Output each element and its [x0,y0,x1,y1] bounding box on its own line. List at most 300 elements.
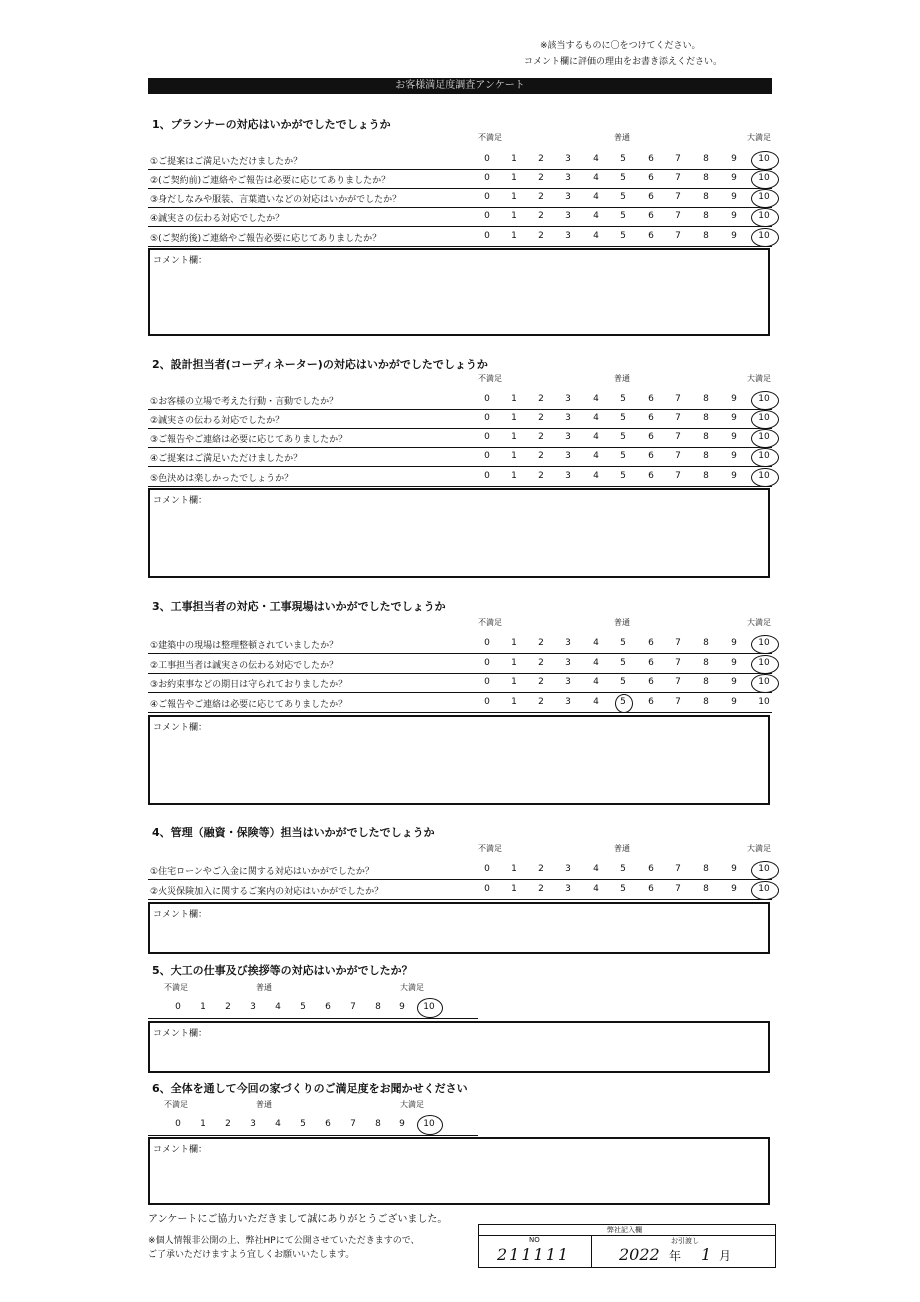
rating-option-8[interactable]: 8 [703,471,709,481]
comment-label: コメント欄： [153,910,208,920]
rating-option-6[interactable]: 6 [648,154,654,164]
selected-rating-circle [751,429,779,448]
rating-option-9[interactable]: 9 [731,192,737,202]
rating-option-9[interactable]: 9 [731,884,737,894]
rating-option-7[interactable]: 7 [675,231,681,241]
privacy-note-2: ご了承いただけますよう宜しくお願いいたします。 [148,1250,355,1260]
rating-option-6[interactable]: 6 [648,697,654,707]
rating-option-8[interactable]: 8 [703,192,709,202]
rating-option-1[interactable]: 1 [511,451,517,461]
selected-rating-circle [751,410,779,429]
rating-option-8[interactable]: 8 [703,173,709,183]
rating-option-6[interactable]: 6 [648,471,654,481]
question-row [148,169,772,189]
selected-rating-circle [417,998,443,1018]
rating-option-7[interactable]: 7 [675,394,681,404]
selected-rating-circle [751,448,779,467]
office-label: 弊社記入欄 [607,1226,642,1234]
selected-rating-circle [751,468,779,487]
rating-option-0[interactable]: 0 [484,211,490,221]
rating-option-1[interactable]: 1 [511,413,517,423]
question-text: ⑤色決めは楽しかったでしょうか？ [150,474,294,484]
rating-option-6[interactable]: 6 [648,231,654,241]
rating-option-9[interactable]: 9 [731,451,737,461]
question-row [148,207,772,227]
rating-option-5[interactable]: 5 [620,658,626,668]
rating-option-6[interactable]: 6 [648,658,654,668]
rating-option-6[interactable]: 6 [648,211,654,221]
rating-option-8[interactable]: 8 [703,211,709,221]
rating-option-4[interactable]: 4 [593,154,599,164]
rating-option-5[interactable]: 5 [620,471,626,481]
year-unit: 年 [669,1249,682,1263]
selected-rating-circle [751,170,779,189]
question-text: ③ご報告やご連絡は必要に応じてありましたか？ [150,435,348,445]
rating-option-7[interactable]: 7 [350,1119,356,1129]
office-use-box [478,1224,776,1268]
rating-option-5[interactable]: 5 [620,154,626,164]
rating-option-3[interactable]: 3 [565,697,571,707]
rating-option-0[interactable]: 0 [484,451,490,461]
rating-option-9[interactable]: 9 [731,231,737,241]
rating-option-5[interactable]: 5 [620,884,626,894]
selected-rating-circle [751,655,779,674]
selected-rating-circle [751,674,779,693]
rating-option-10[interactable]: 10 [758,394,770,404]
rating-option-5[interactable]: 5 [620,864,626,874]
rating-option-1[interactable]: 1 [511,394,517,404]
rating-option-2[interactable]: 2 [538,192,544,202]
question-row [148,693,772,713]
question-text: ①お客様の立場で考えた行動・言動でしたか？ [150,397,339,407]
comment-label: コメント欄： [153,1145,208,1155]
question-text: ①建築中の現場は整理整頓されていましたか？ [150,641,339,651]
rating-option-7[interactable]: 7 [675,154,681,164]
rating-option-5[interactable]: 5 [620,231,626,241]
rating-option-9[interactable]: 9 [731,471,737,481]
selected-rating-circle [751,861,779,880]
rating-option-9[interactable]: 9 [731,154,737,164]
rating-option-10[interactable]: 10 [758,192,770,202]
rating-option-3[interactable]: 3 [565,658,571,668]
question-text: ②(ご契約前)ご連絡やご報告は必要に応じてありましたか？ [150,176,391,186]
instruction-note-2: コメント欄に評価の理由をお書き添えください。 [524,57,723,67]
rating-option-9[interactable]: 9 [399,1119,405,1129]
rating-option-0[interactable]: 0 [484,677,490,687]
rating-option-4[interactable]: 4 [593,451,599,461]
year-value: 2022 [619,1245,660,1264]
rating-row [148,998,478,1019]
rating-row [148,1115,478,1136]
rating-option-2[interactable]: 2 [225,1119,231,1129]
rating-option-8[interactable]: 8 [703,884,709,894]
rating-option-3[interactable]: 3 [565,173,571,183]
rating-option-8[interactable]: 8 [703,231,709,241]
rating-option-9[interactable]: 9 [399,1002,405,1012]
rating-option-10[interactable]: 10 [758,471,770,481]
rating-option-2[interactable]: 2 [538,231,544,241]
rating-option-3[interactable]: 3 [565,211,571,221]
rating-option-7[interactable]: 7 [350,1002,356,1012]
rating-option-1[interactable]: 1 [511,432,517,442]
rating-option-8[interactable]: 8 [703,432,709,442]
rating-option-3[interactable]: 3 [565,192,571,202]
month-value: 1 [701,1245,712,1264]
rating-option-4[interactable]: 4 [275,1002,281,1012]
no-label: NO [529,1236,540,1244]
selected-rating-circle [417,1115,443,1135]
question-row [148,447,772,467]
rating-option-0[interactable]: 0 [484,413,490,423]
rating-option-9[interactable]: 9 [731,677,737,687]
rating-option-5[interactable]: 5 [620,697,626,707]
rating-option-8[interactable]: 8 [703,697,709,707]
rating-option-2[interactable]: 2 [538,638,544,648]
scale-mid-label: 普通 [614,844,630,853]
rating-option-4[interactable]: 4 [593,864,599,874]
rating-option-10[interactable]: 10 [758,451,770,461]
rating-option-9[interactable]: 9 [731,432,737,442]
rating-option-4[interactable]: 4 [593,413,599,423]
rating-option-7[interactable]: 7 [675,864,681,874]
scale-mid-label: 普通 [614,374,630,383]
rating-option-5[interactable]: 5 [620,394,626,404]
question-row [148,880,772,900]
question-text: ③身だしなみや服装、言葉遣いなどの対応はいかがでしたか？ [150,195,402,205]
rating-option-0[interactable]: 0 [175,1002,181,1012]
question-row [148,390,772,410]
rating-option-1[interactable]: 1 [511,471,517,481]
rating-option-1[interactable]: 1 [511,697,517,707]
rating-option-2[interactable]: 2 [538,413,544,423]
rating-option-10[interactable]: 10 [758,154,770,164]
rating-option-4[interactable]: 4 [593,173,599,183]
question-row [148,673,772,693]
rating-option-7[interactable]: 7 [675,451,681,461]
rating-option-10[interactable]: 10 [758,211,770,221]
rating-option-0[interactable]: 0 [484,231,490,241]
comment-box[interactable] [148,1137,770,1205]
rating-option-3[interactable]: 3 [565,884,571,894]
rating-option-3[interactable]: 3 [565,394,571,404]
rating-option-0[interactable]: 0 [484,173,490,183]
rating-option-6[interactable]: 6 [325,1119,331,1129]
rating-option-1[interactable]: 1 [511,864,517,874]
scale-high-label: 大満足 [747,844,771,853]
question-row [148,227,772,247]
rating-option-7[interactable]: 7 [675,413,681,423]
rating-option-7[interactable]: 7 [675,638,681,648]
comment-label: コメント欄： [153,256,208,266]
question-text: ②誠実さの伝わる対応でしたか？ [150,416,285,426]
comment-label: コメント欄： [153,496,208,506]
rating-option-8[interactable]: 8 [703,677,709,687]
rating-option-4[interactable]: 4 [593,432,599,442]
rating-option-0[interactable]: 0 [484,864,490,874]
rating-option-7[interactable]: 7 [675,677,681,687]
rating-option-9[interactable]: 9 [731,697,737,707]
rating-option-3[interactable]: 3 [565,638,571,648]
rating-option-5[interactable]: 5 [620,638,626,648]
question-row [148,409,772,429]
question-text: ②工事担当者は誠実さの伝わる対応でしたか？ [150,661,339,671]
rating-option-10[interactable]: 10 [758,638,770,648]
rating-option-9[interactable]: 9 [731,173,737,183]
rating-option-6[interactable]: 6 [325,1002,331,1012]
rating-option-9[interactable]: 9 [731,864,737,874]
rating-option-2[interactable]: 2 [538,677,544,687]
scale-high-label: 大満足 [400,1100,424,1109]
rating-option-1[interactable]: 1 [511,231,517,241]
instruction-note-1: ※該当するものに〇をつけてください。 [540,41,701,51]
rating-option-2[interactable]: 2 [538,864,544,874]
rating-option-3[interactable]: 3 [565,413,571,423]
selected-rating-circle [751,391,779,410]
rating-option-1[interactable]: 1 [200,1002,206,1012]
rating-option-1[interactable]: 1 [511,884,517,894]
scale-high-label: 大満足 [400,983,424,992]
rating-option-9[interactable]: 9 [731,658,737,668]
rating-option-9[interactable]: 9 [731,638,737,648]
rating-option-5[interactable]: 5 [300,1119,306,1129]
scale-high-label: 大満足 [747,374,771,383]
rating-option-4[interactable]: 4 [593,231,599,241]
rating-option-0[interactable]: 0 [484,638,490,648]
rating-option-10[interactable]: 10 [758,432,770,442]
rating-option-8[interactable]: 8 [703,154,709,164]
rating-option-10[interactable]: 10 [758,231,770,241]
rating-option-4[interactable]: 4 [593,884,599,894]
comment-box[interactable] [148,248,770,336]
rating-option-8[interactable]: 8 [703,638,709,648]
rating-option-3[interactable]: 3 [565,154,571,164]
question-row [148,150,772,170]
rating-option-2[interactable]: 2 [538,432,544,442]
rating-option-6[interactable]: 6 [648,864,654,874]
question-text: ③お約束事などの期日は守られておりましたか？ [150,680,348,690]
section-title-6: 6、全体を通して今回の家づくりのご満足度をお聞かせください [152,1082,468,1095]
comment-box[interactable] [148,1021,770,1073]
rating-option-0[interactable]: 0 [484,394,490,404]
rating-option-2[interactable]: 2 [538,697,544,707]
rating-option-1[interactable]: 1 [200,1119,206,1129]
question-text: ④誠実さの伝わる対応でしたか？ [150,214,285,224]
rating-option-0[interactable]: 0 [175,1119,181,1129]
comment-label: コメント欄： [153,1029,208,1039]
scale-low-label: 不満足 [164,983,188,992]
rating-option-8[interactable]: 8 [703,451,709,461]
rating-option-8[interactable]: 8 [703,864,709,874]
rating-option-3[interactable]: 3 [565,432,571,442]
rating-option-6[interactable]: 6 [648,413,654,423]
question-row [148,188,772,208]
question-row [148,428,772,448]
rating-option-10[interactable]: 10 [423,1119,435,1129]
thanks-text: アンケートにご協力いただきまして誠にありがとうございました。 [148,1214,448,1225]
scale-high-label: 大満足 [747,133,771,142]
no-value: 211111 [497,1245,571,1264]
move-label: お引渡し [671,1237,699,1245]
rating-option-8[interactable]: 8 [375,1119,381,1129]
question-text: ①住宅ローンやご入金に関する対応はいかがでしたか？ [150,867,374,877]
question-row [148,654,772,674]
rating-option-10[interactable]: 10 [758,697,770,707]
selected-rating-circle [751,635,779,654]
rating-option-9[interactable]: 9 [731,211,737,221]
rating-option-2[interactable]: 2 [538,658,544,668]
rating-option-5[interactable]: 5 [620,677,626,687]
question-row [148,467,772,487]
rating-option-7[interactable]: 7 [675,884,681,894]
rating-option-0[interactable]: 0 [484,192,490,202]
rating-option-2[interactable]: 2 [538,451,544,461]
rating-option-3[interactable]: 3 [565,677,571,687]
rating-option-4[interactable]: 4 [593,638,599,648]
rating-option-3[interactable]: 3 [250,1002,256,1012]
comment-label: コメント欄： [153,723,208,733]
selected-rating-circle [751,208,779,227]
rating-option-0[interactable]: 0 [484,884,490,894]
rating-option-0[interactable]: 0 [484,154,490,164]
rating-option-5[interactable]: 5 [620,192,626,202]
rating-option-1[interactable]: 1 [511,677,517,687]
rating-option-6[interactable]: 6 [648,451,654,461]
section-title-2: 2、設計担当者(コーディネーター)の対応はいかがでしたでしょうか [152,358,488,371]
section-title-5: 5、大工の仕事及び挨拶等の対応はいかがでしたか？ [152,964,413,977]
rating-option-1[interactable]: 1 [511,638,517,648]
rating-option-7[interactable]: 7 [675,471,681,481]
comment-box[interactable] [148,902,770,954]
section-title-1: 1、プランナーの対応はいかがでしたでしょうか [152,118,391,131]
rating-option-4[interactable]: 4 [593,677,599,687]
rating-option-8[interactable]: 8 [375,1002,381,1012]
rating-option-0[interactable]: 0 [484,658,490,668]
rating-option-4[interactable]: 4 [593,394,599,404]
rating-option-5[interactable]: 5 [620,451,626,461]
rating-option-7[interactable]: 7 [675,192,681,202]
question-text: ④ご提案はご満足いただけましたか？ [150,454,303,464]
selected-rating-circle [751,881,779,900]
rating-option-10[interactable]: 10 [758,413,770,423]
rating-option-2[interactable]: 2 [538,884,544,894]
rating-option-1[interactable]: 1 [511,211,517,221]
rating-option-6[interactable]: 6 [648,677,654,687]
rating-option-5[interactable]: 5 [620,413,626,423]
section-title-3: 3、工事担当者の対応・工事現場はいかがでしたでしょうか [152,600,446,613]
rating-option-5[interactable]: 5 [620,173,626,183]
scale-mid-label: 普通 [256,1100,272,1109]
question-row [148,860,772,880]
scale-low-label: 不満足 [478,618,502,627]
rating-option-2[interactable]: 2 [538,471,544,481]
rating-option-4[interactable]: 4 [593,658,599,668]
rating-option-10[interactable]: 10 [758,173,770,183]
selected-rating-circle [751,189,779,208]
rating-option-6[interactable]: 6 [648,432,654,442]
rating-option-7[interactable]: 7 [675,211,681,221]
rating-option-5[interactable]: 5 [620,432,626,442]
rating-option-0[interactable]: 0 [484,697,490,707]
selected-rating-circle [751,228,779,247]
question-row [148,634,772,654]
comment-box[interactable] [148,715,770,805]
rating-option-9[interactable]: 9 [731,394,737,404]
scale-low-label: 不満足 [478,133,502,142]
scale-mid-label: 普通 [614,618,630,627]
rating-option-8[interactable]: 8 [703,658,709,668]
rating-option-2[interactable]: 2 [538,211,544,221]
rating-option-1[interactable]: 1 [511,658,517,668]
rating-option-10[interactable]: 10 [758,677,770,687]
rating-option-10[interactable]: 10 [758,864,770,874]
rating-option-8[interactable]: 8 [703,413,709,423]
rating-option-3[interactable]: 3 [565,231,571,241]
month-unit: 月 [719,1249,732,1263]
rating-option-1[interactable]: 1 [511,173,517,183]
rating-option-6[interactable]: 6 [648,173,654,183]
rating-option-7[interactable]: 7 [675,697,681,707]
comment-box[interactable] [148,488,770,578]
rating-option-4[interactable]: 4 [593,471,599,481]
selected-rating-circle [615,694,633,713]
scale-mid-label: 普通 [256,983,272,992]
rating-option-3[interactable]: 3 [565,864,571,874]
rating-option-4[interactable]: 4 [275,1119,281,1129]
question-text: ②火災保険加入に関するご案内の対応はいかがでしたか？ [150,887,384,897]
rating-option-10[interactable]: 10 [423,1002,435,1012]
scale-mid-label: 普通 [614,133,630,142]
rating-option-3[interactable]: 3 [250,1119,256,1129]
rating-option-10[interactable]: 10 [758,658,770,668]
rating-option-1[interactable]: 1 [511,192,517,202]
rating-option-2[interactable]: 2 [538,173,544,183]
rating-option-7[interactable]: 7 [675,173,681,183]
rating-option-2[interactable]: 2 [538,394,544,404]
rating-option-5[interactable]: 5 [300,1002,306,1012]
rating-option-5[interactable]: 5 [620,211,626,221]
rating-option-4[interactable]: 4 [593,697,599,707]
scale-low-label: 不満足 [478,374,502,383]
rating-option-6[interactable]: 6 [648,638,654,648]
selected-rating-circle [751,151,779,170]
rating-option-3[interactable]: 3 [565,471,571,481]
rating-option-8[interactable]: 8 [703,394,709,404]
rating-option-4[interactable]: 4 [593,211,599,221]
question-text: ①ご提案はご満足いただけましたか？ [150,157,303,167]
rating-option-0[interactable]: 0 [484,432,490,442]
rating-option-1[interactable]: 1 [511,154,517,164]
rating-option-6[interactable]: 6 [648,884,654,894]
rating-option-2[interactable]: 2 [538,154,544,164]
section-title-4: 4、管理（融資・保険等）担当はいかがでしたでしょうか [152,826,435,839]
question-text: ⑤(ご契約後)ご連絡やご報告必要に応じてありましたか？ [150,234,382,244]
rating-option-7[interactable]: 7 [675,432,681,442]
rating-option-3[interactable]: 3 [565,451,571,461]
rating-option-2[interactable]: 2 [225,1002,231,1012]
rating-option-9[interactable]: 9 [731,413,737,423]
scale-low-label: 不満足 [164,1100,188,1109]
scale-low-label: 不満足 [478,844,502,853]
rating-option-4[interactable]: 4 [593,192,599,202]
rating-option-6[interactable]: 6 [648,192,654,202]
privacy-note-1: ※個人情報非公開の上、弊社HPにて公開させていただきますので、 [148,1236,420,1246]
rating-option-0[interactable]: 0 [484,471,490,481]
rating-option-7[interactable]: 7 [675,658,681,668]
survey-title: お客様満足度調査アンケート [148,78,772,94]
rating-option-6[interactable]: 6 [648,394,654,404]
question-text: ④ご報告やご連絡は必要に応じてありましたか？ [150,700,348,710]
rating-option-10[interactable]: 10 [758,884,770,894]
